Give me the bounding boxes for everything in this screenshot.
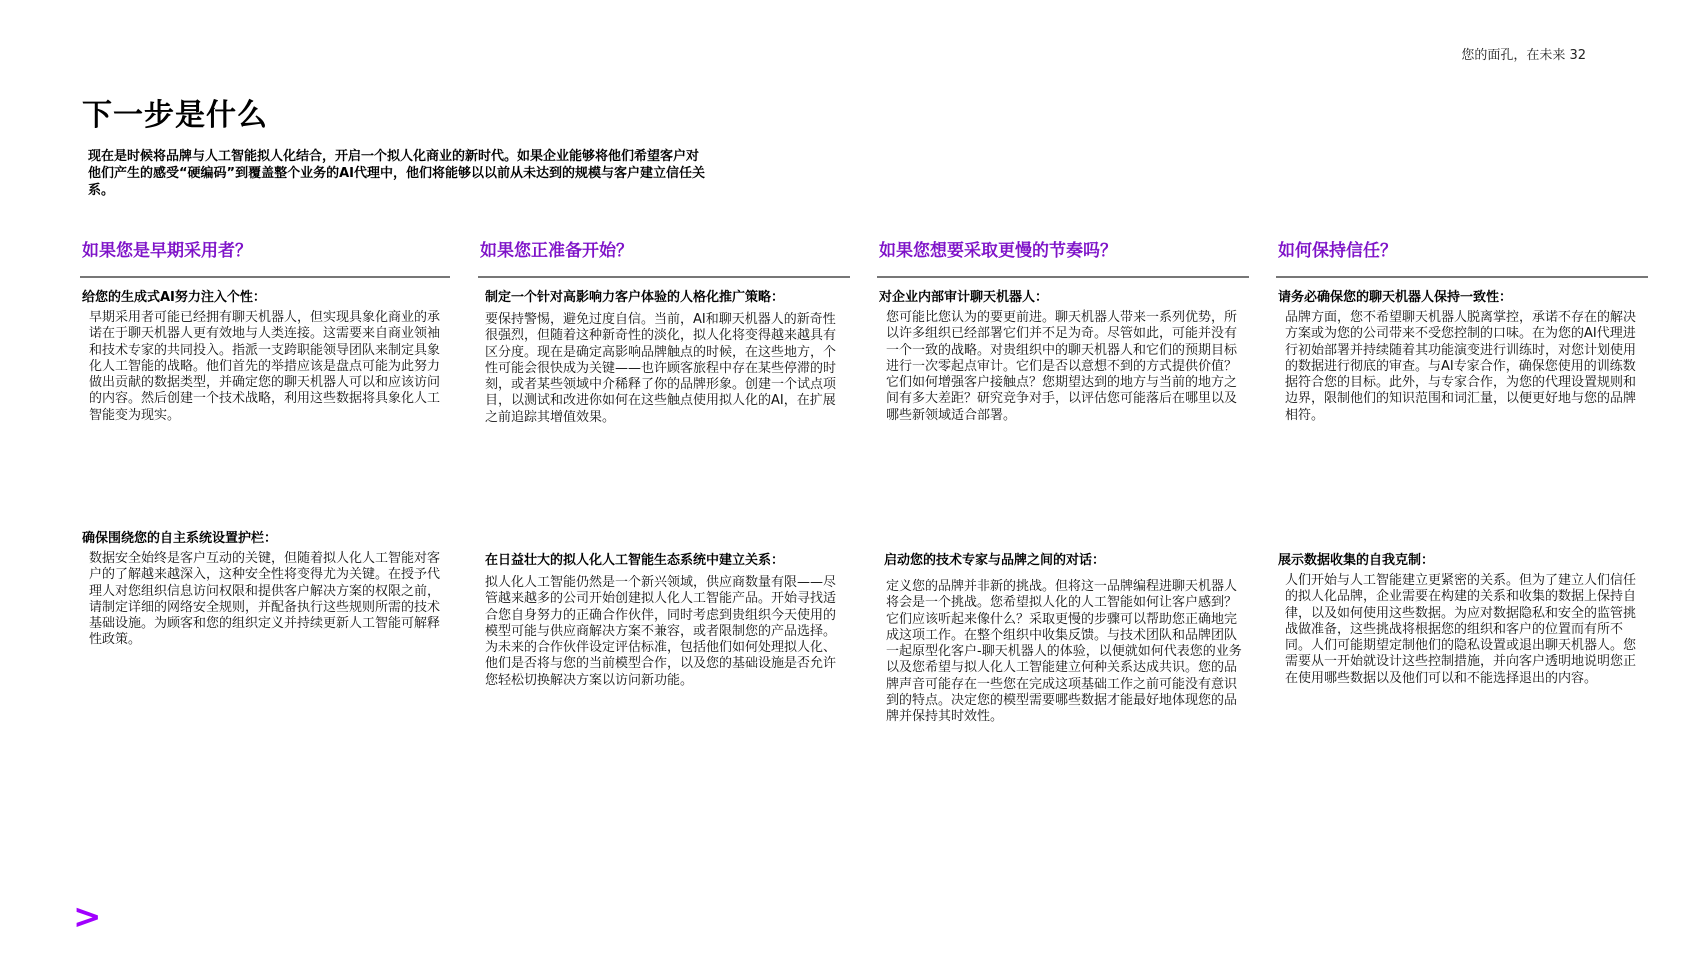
column-getting-started: [478, 240, 850, 688]
section: [80, 289, 450, 424]
divider: [80, 276, 450, 278]
divider: [1276, 276, 1648, 278]
section-heading: 确保围绕您的自主系统设置护栏：: [82, 531, 278, 546]
section-body: 品牌方面，您不希望聊天机器人脱离掌控，承诺不存在的解决方案或为您的公司带来不受您控制的口味。在为您的AI代理进行初始部署并持续随着其功能演变进行训练时，对您计划使用的数据进行彻底的审查。与AI专家合作，确保您使用的训练数据符合您的目标。此外，与专家合作，为您的代理设置规则和边界，限制他们的知识范围和词汇量，以便更好地与您的品牌相符。: [1285, 310, 1637, 423]
section-heading: 请务必确保您的聊天机器人保持一致性：: [1278, 290, 1513, 305]
page-title: 下一步是什么: [82, 98, 268, 133]
column-title: 如何保持信任？: [1278, 241, 1397, 261]
section-body: 定义您的品牌并非新的挑战。但将这一品牌编程进聊天机器人将会是一个挑战。您希望拟人化的人工智能如何让客户感到？它们应该听起来像什么？采取更慢的步骤可以帮助您正确地完成这项工作。在整个组织中收集反馈。与技术团队和品牌团队一起原型化客户-聊天机器人的体验，以便就如何代表您的业务以及您希望与拟人化人工智能建立何种关系达成共识。您的品牌声音可能存在一些您在完成这项基础工作之前可能没有意识到的特点。决定您的模型需要哪些数据才能最好地体现您的品牌并保持其时效性。: [886, 579, 1242, 725]
section-heading: 制定一个针对高影响力客户体验的人格化推广策略：: [485, 290, 785, 305]
section: [80, 530, 450, 649]
divider: [877, 276, 1249, 278]
section-heading: 启动您的技术专家与品牌之间的对话：: [884, 553, 1106, 568]
column-title: 如果您是早期采用者？: [82, 241, 252, 261]
section: [478, 289, 850, 426]
section: [877, 289, 1249, 424]
brand-logo-icon: >: [73, 897, 102, 937]
section-body: 您可能比您认为的要更前进。聊天机器人带来一系列优势，所以许多组织已经部署它们并不足为奇。尽管如此，可能并没有一个一致的战略。对贵组织中的聊天机器人和它们的预期目标进行一次零起点审计。它们是否以意想不到的方式提供价值？它们如何增强客户接触点？您期望达到的地方与当前的地方之间有多大差距？研究竞争对手，以评估您可能落后在哪里以及哪些新领域适合部署。: [886, 310, 1238, 423]
section-heading: 给您的生成式AI努力注入个性：: [82, 290, 266, 305]
column-keep-trust: [1276, 240, 1648, 686]
page-header: 您的面孔，在未来 32: [1461, 48, 1586, 63]
column-title: 如果您想要采取更慢的节奏吗？: [879, 241, 1117, 261]
divider: [478, 276, 850, 278]
column-slower-pace: [877, 240, 1249, 725]
section-body: 早期采用者可能已经拥有聊天机器人，但实现具象化商业的承诺在于聊天机器人更有效地与人类连接。这需要来自商业领袖和技术专家的共同投入。指派一支跨职能领导团队来制定具象化人工智能的战略。他们首先的举措应该是盘点可能为此努力做出贡献的数据类型，并确定您的聊天机器人可以和应该访问的内容。然后创建一个技术战略，利用这些数据将具象化人工智能变为现实。: [89, 310, 441, 423]
section: [1276, 552, 1648, 687]
section-body: 数据安全始终是客户互动的关键，但随着拟人化人工智能对客户的了解越来越深入，这种安全性将变得尤为关键。在授予代理人对您组织信息访问权限和提供客户解决方案的权限之前，请制定详细的网络安全规则，并配备执行这些规则所需的技术基础设施。为顾客和您的组织定义并持续更新人工智能可解释性政策。: [89, 551, 441, 648]
section-heading: 在日益壮大的拟人化人工智能生态系统中建立关系：: [485, 553, 785, 568]
intro-text: 现在是时候将品牌与人工智能拟人化结合，开启一个拟人化商业的新时代。如果企业能够将他们希望客户对他们产生的感受“硬编码”到覆盖整个业务的AI代理中，他们将能够以以前从未达到的规模与客户建立信任关系。: [88, 149, 705, 198]
section-body: 要保持警惕，避免过度自信。当前，AI和聊天机器人的新奇性很强烈，但随着这种新奇性的淡化，拟人化将变得越来越具有区分度。现在是确定高影响品牌触点的时候，在这些地方，个性可能会很快成为关键——也许顾客旅程中存在某些停滞的时刻，或者某些领域中介稀释了你的品牌形象。创建一个试点项目，以测试和改进你如何在这些触点使用拟人化的AI，在扩展之前追踪其增值效果。: [485, 312, 837, 425]
section: [877, 552, 1249, 726]
section-body: 拟人化人工智能仍然是一个新兴领域，供应商数量有限——尽管越来越多的公司开始创建拟人化人工智能产品。开始寻找适合您自身努力的正确合作伙伴，同时考虑到贵组织今天使用的模型可能与供应商解决方案不兼容，或者限制您的产品选择。为未来的合作伙伴设定评估标准，包括他们如何处理拟人化、他们是否将与您的当前模型合作，以及您的基础设施是否允许您轻松切换解决方案以访问新功能。: [485, 575, 837, 688]
column-early-adopter: [80, 240, 450, 648]
section: [478, 552, 850, 689]
column-title: 如果您正准备开始？: [480, 241, 633, 261]
section-heading: 对企业内部审计聊天机器人：: [879, 290, 1049, 305]
section: [1276, 289, 1648, 424]
section-body: 人们开始与人工智能建立更紧密的关系。但为了建立人们信任的拟人化品牌，企业需要在构建的关系和收集的数据上保持自律，以及如何使用这些数据。为应对数据隐私和安全的监管挑战做准备，这些挑战将根据您的组织和客户的位置而有所不同。人们可能期望定制他们的隐私设置或退出聊天机器人。您需要从一开始就设计这些控制措施，并向客户透明地说明您正在使用哪些数据以及他们可以和不能选择退出的内容。: [1285, 573, 1637, 686]
section-heading: 展示数据收集的自我克制：: [1278, 553, 1435, 568]
